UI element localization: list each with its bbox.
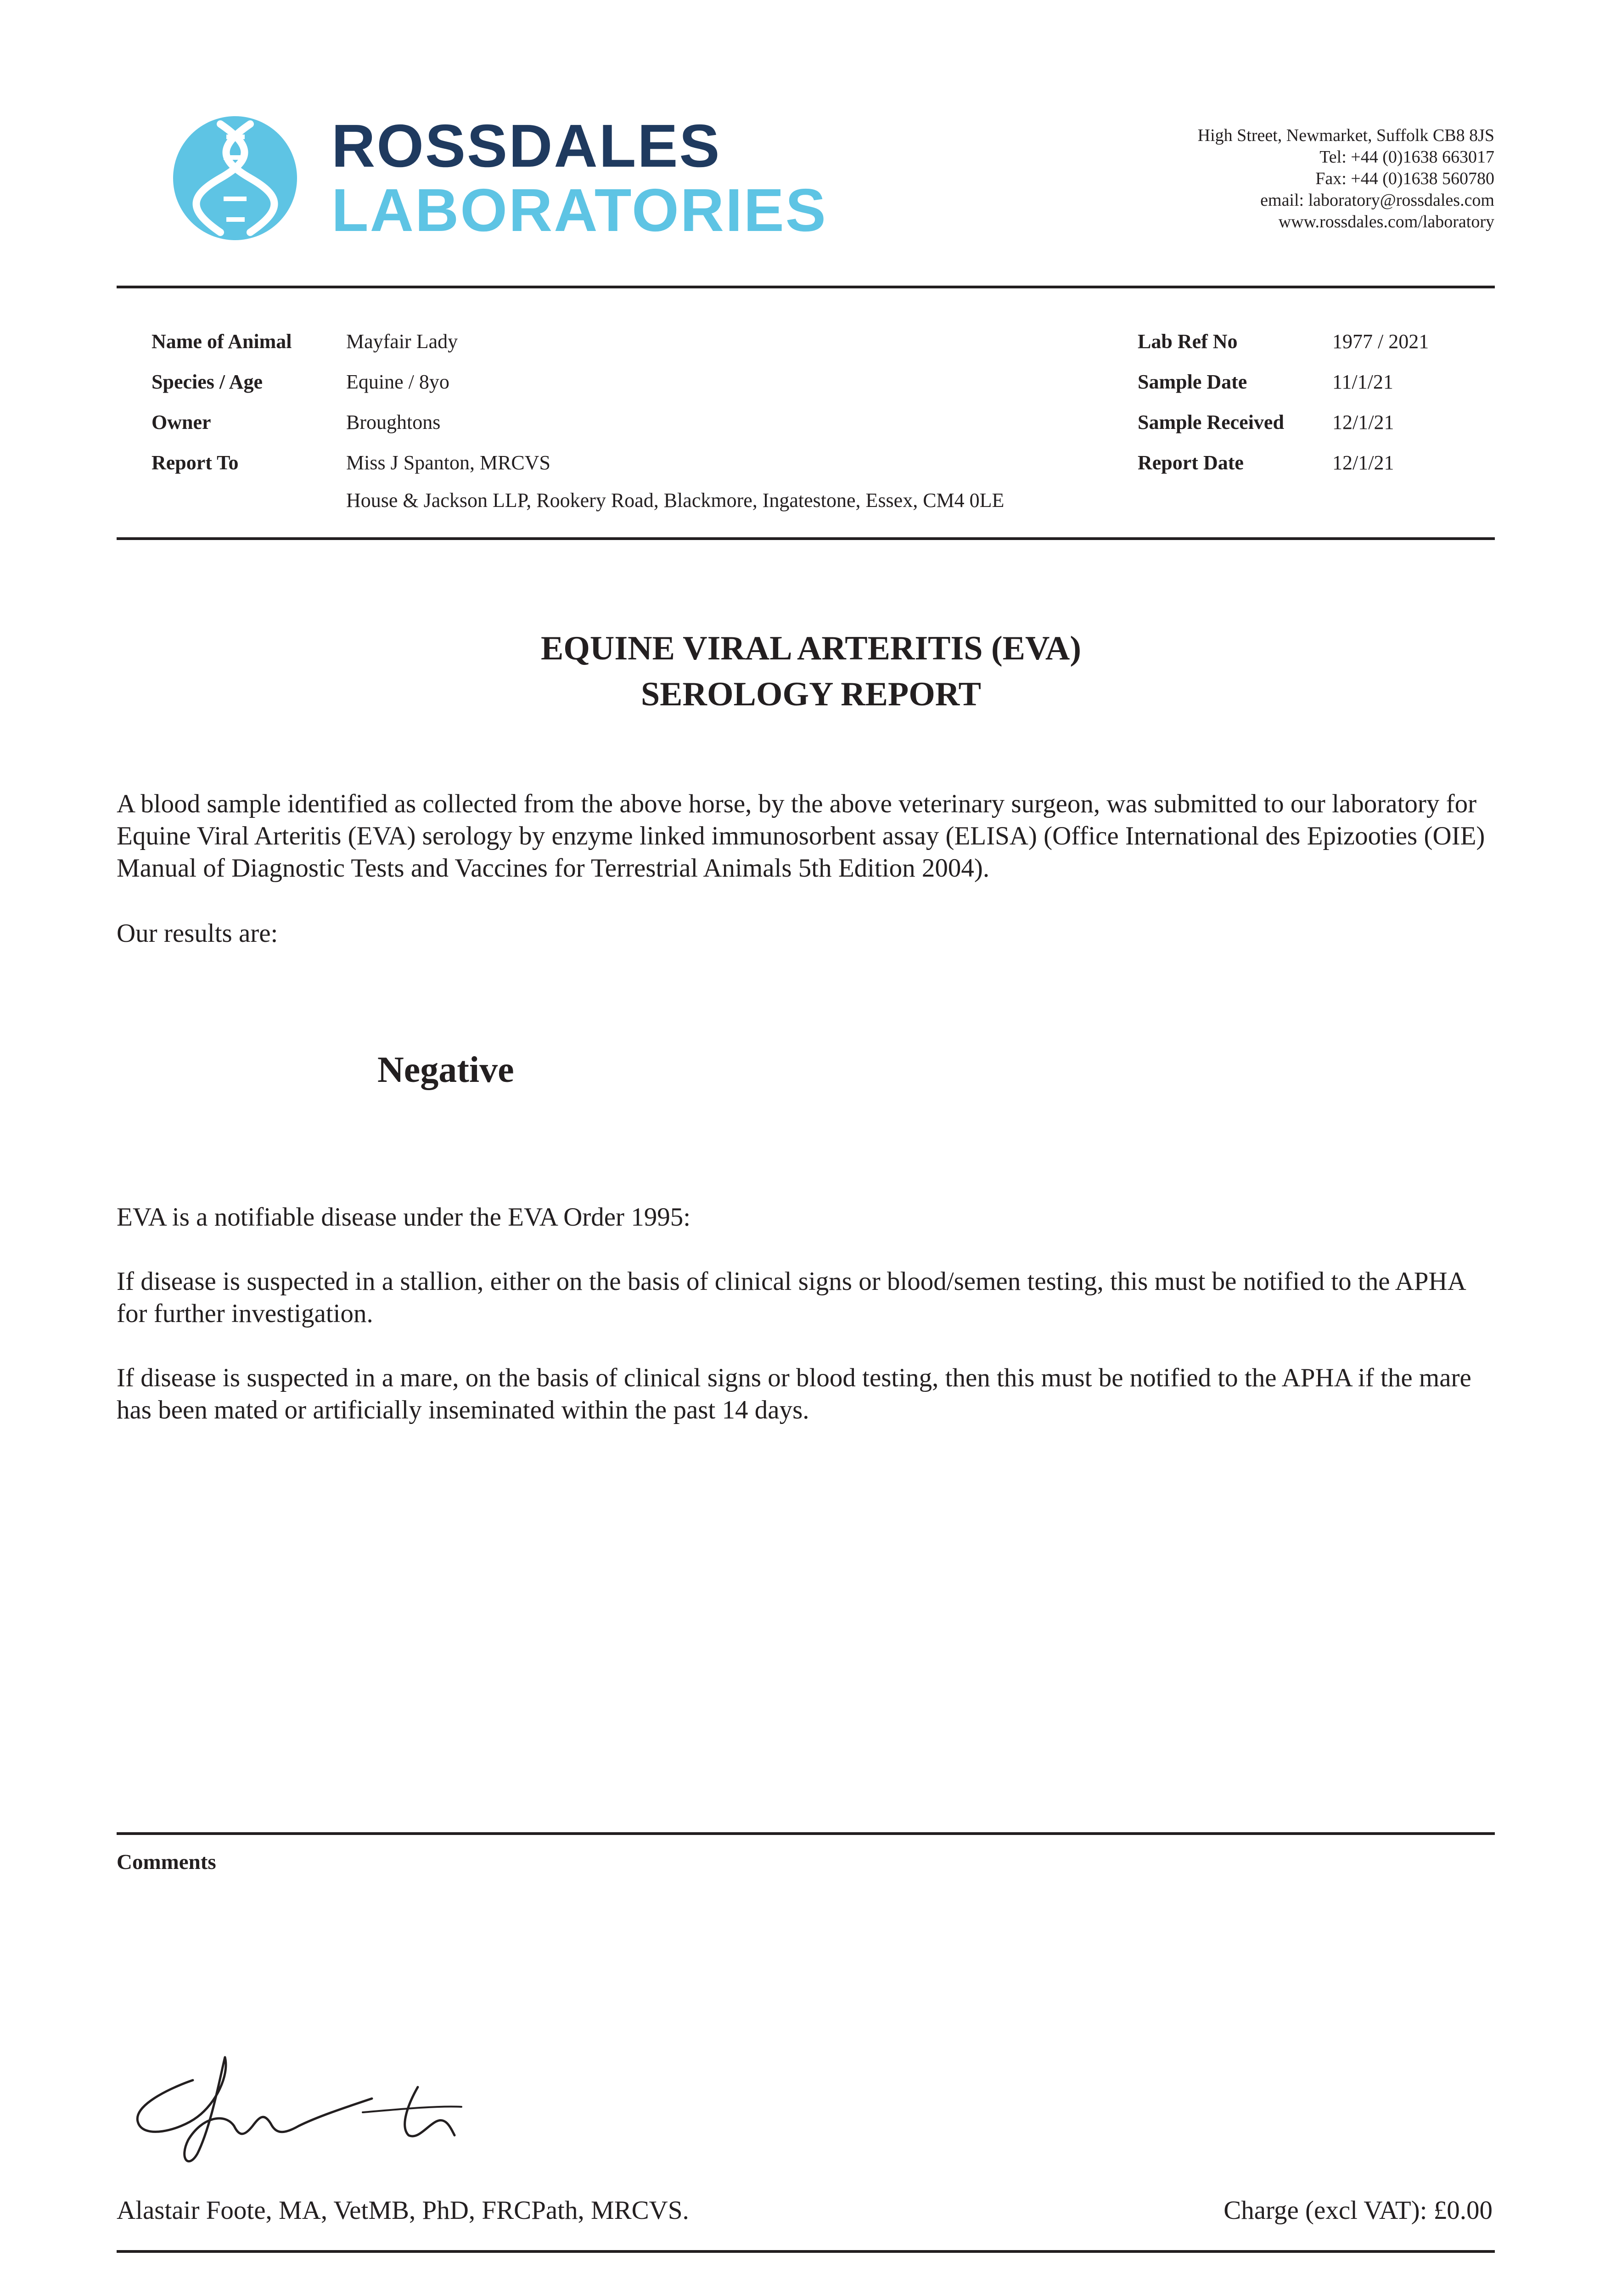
results-intro: Our results are:	[117, 919, 278, 948]
logo-wordmark-line1: ROSSDALES	[331, 112, 721, 180]
lab-ref-value: 1977 / 2021	[1332, 330, 1429, 353]
name-of-animal-label: Name of Animal	[152, 330, 292, 353]
report-to-address: House & Jackson LLP, Rookery Road, Blackmore, Ingatestone, Essex, CM4 0LE	[346, 489, 1005, 512]
species-age-label: Species / Age	[152, 371, 263, 393]
intro-paragraph: A blood sample identified as collected from the above horse, by the above veterinary surgeon, was submitted to our laboratory for Equine Viral Arteritis (EVA) serology by enzyme linked immunosorbent assay (ELISA) (Office International des Epizooties (OIE) Manual of Diagnostic Tests and Vaccines for Terrestrial Animals 5th Edition 2004).	[117, 789, 1485, 883]
name-of-animal-value: Mayfair Lady	[346, 330, 458, 353]
report-title-line1: EQUINE VIRAL ARTERITIS (EVA)	[541, 630, 1081, 667]
contact-fax: Fax: +44 (0)1638 560780	[1315, 169, 1494, 188]
sample-received-label: Sample Received	[1138, 411, 1284, 433]
report-to-value: Miss J Spanton, MRCVS	[346, 451, 551, 474]
notifiable-statement: EVA is a notifiable disease under the EVA Order 1995:	[117, 1203, 691, 1232]
details-divider	[117, 537, 1495, 540]
dna-logo-icon	[172, 114, 298, 242]
contact-email: email: laboratory@rossdales.com	[1260, 191, 1494, 210]
sample-received-value: 12/1/21	[1332, 411, 1394, 433]
footer-divider	[117, 2250, 1495, 2253]
report-date-value: 12/1/21	[1332, 451, 1394, 474]
sample-date-value: 11/1/21	[1332, 371, 1393, 393]
logo-wordmark-line2: LABORATORIES	[331, 176, 827, 244]
header-divider	[117, 286, 1495, 288]
signer-name: Alastair Foote, MA, VetMB, PhD, FRCPath, MRCVS.	[117, 2196, 689, 2225]
owner-value: Broughtons	[346, 411, 441, 433]
result-value: Negative	[377, 1050, 514, 1090]
mare-note: If disease is suspected in a mare, on the basis of clinical signs or blood testing, then this must be notified to the APHA if the mare has been mated or artificially inseminated within the past 14 days.	[117, 1363, 1471, 1424]
signature-image	[124, 2048, 473, 2177]
stallion-note: If disease is suspected in a stallion, either on the basis of clinical signs or blood/semen testing, this must be notified to the APHA for further investigation.	[117, 1267, 1465, 1328]
species-age-value: Equine / 8yo	[346, 371, 449, 393]
lab-ref-label: Lab Ref No	[1138, 330, 1238, 353]
report-title-line2: SEROLOGY REPORT	[641, 675, 981, 713]
sample-date-label: Sample Date	[1138, 371, 1247, 393]
comments-divider	[117, 1832, 1495, 1835]
comments-label: Comments	[117, 1850, 216, 1874]
contact-block	[1198, 125, 1494, 233]
report-to-label: Report To	[152, 451, 239, 474]
charge-amount: Charge (excl VAT): £0.00	[1224, 2196, 1493, 2225]
owner-label: Owner	[152, 411, 211, 433]
contact-tel: Tel: +44 (0)1638 663017	[1319, 147, 1494, 167]
contact-address: High Street, Newmarket, Suffolk CB8 8JS	[1197, 126, 1494, 145]
report-date-label: Report Date	[1138, 451, 1244, 474]
contact-website: www.rossdales.com/laboratory	[1278, 212, 1494, 231]
